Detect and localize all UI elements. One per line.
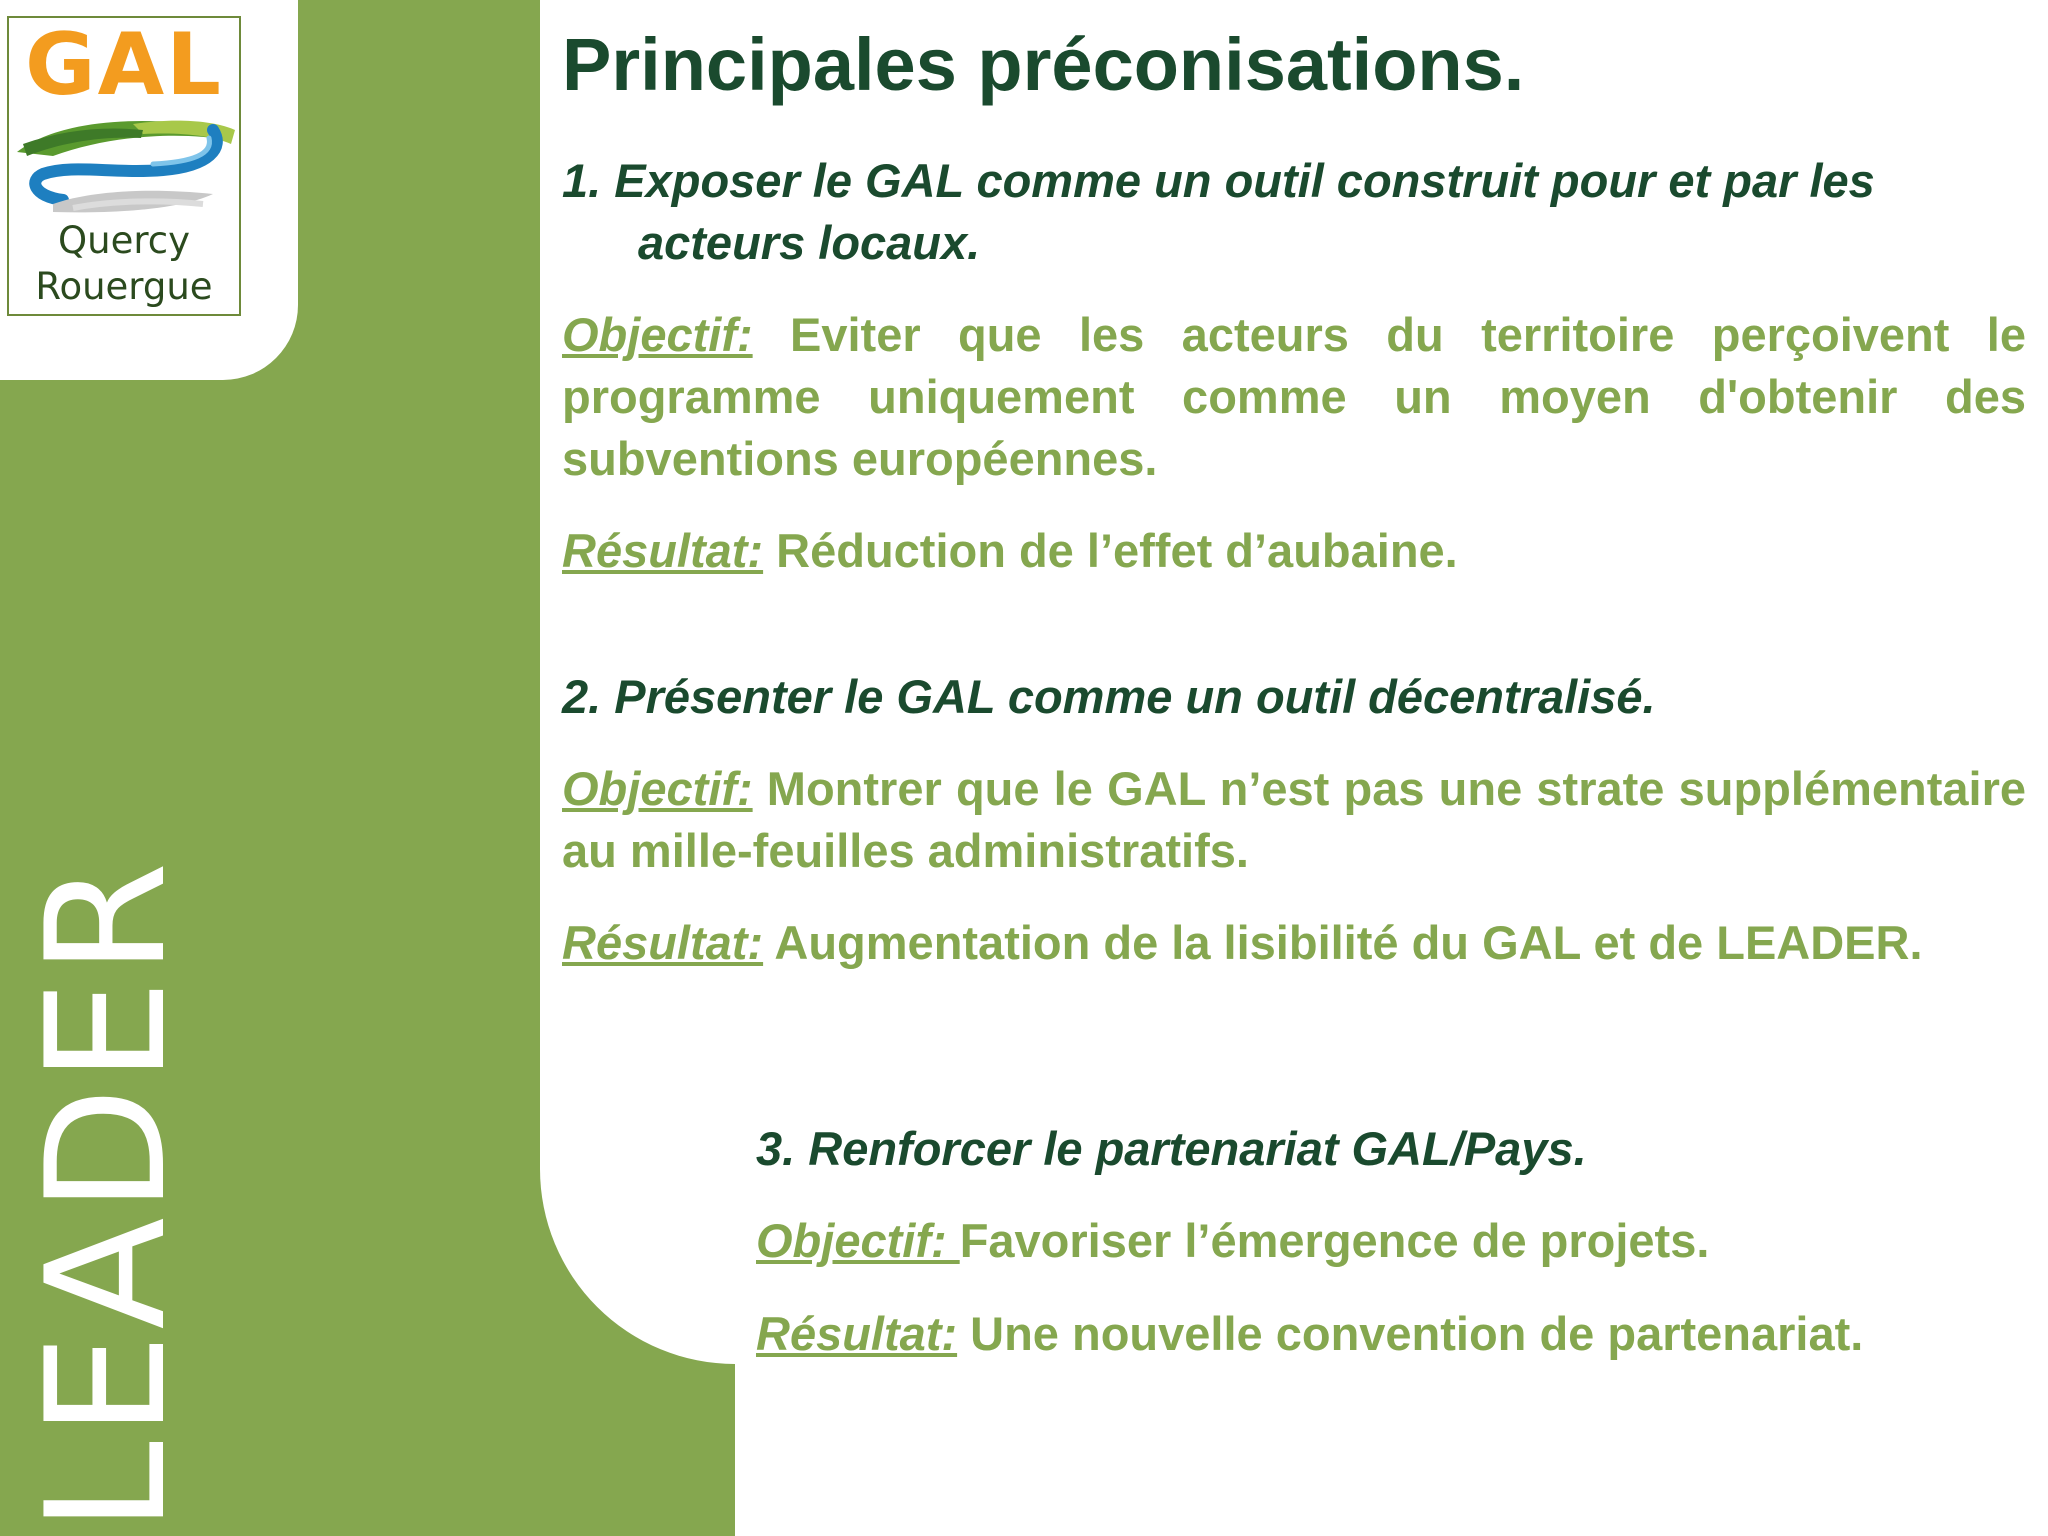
page-title: Principales préconisations. — [562, 23, 1525, 106]
resultat-label: Résultat: — [562, 524, 764, 577]
section-3-resultat — [756, 1303, 2026, 1365]
logo-rouergue: Rouergue — [35, 265, 213, 308]
section-2-objectif — [562, 758, 2026, 882]
section-3-objectif — [756, 1210, 2026, 1272]
resultat-text: Augmentation de la lisibilité du GAL et de LEADER. — [763, 916, 1923, 969]
river-landscape-icon — [13, 104, 237, 222]
logo-container — [0, 0, 298, 380]
section-1-heading — [562, 150, 2026, 274]
objectif-text: Favoriser l’émergence de projets. — [959, 1214, 1710, 1267]
objectif-label: Objectif: — [756, 1214, 960, 1267]
section-2-heading: 2. Présenter le GAL comme un outil décentralisé. — [562, 670, 1656, 723]
objectif-label: Objectif: — [562, 762, 753, 815]
resultat-label: Résultat: — [756, 1307, 958, 1360]
gal-logo — [7, 16, 241, 316]
resultat-text: Une nouvelle convention de partenariat. — [957, 1307, 1864, 1360]
leader-label-wrap — [11, 857, 202, 1533]
objectif-label: Objectif: — [562, 308, 753, 361]
section-1-objectif — [562, 304, 2026, 490]
section-2-resultat — [562, 912, 2026, 974]
resultat-label: Résultat: — [562, 916, 764, 969]
objectif-text: Montrer que le GAL n’est pas une strate supplémentaire au mille-feuilles administratifs. — [562, 762, 2026, 877]
section-1-heading-line1: 1. Exposer le GAL comme un outil construit pour et par les — [562, 154, 1875, 207]
section-3-heading: 3. Renforcer le partenariat GAL/Pays. — [756, 1122, 1587, 1175]
objectif-text: Eviter que les acteurs du territoire perçoivent le programme uniquement comme un moyen d'obtenir des subventions européennes. — [562, 308, 2026, 485]
logo-gal-text: GAL — [25, 15, 223, 115]
resultat-text: Réduction de l’effet d’aubaine. — [763, 524, 1458, 577]
section-1-heading-line2: acteurs locaux. — [638, 216, 981, 269]
leader-vertical-label: LEADER — [11, 857, 202, 1533]
logo-quercy: Quercy — [58, 219, 190, 262]
section-1-resultat — [562, 520, 2026, 582]
